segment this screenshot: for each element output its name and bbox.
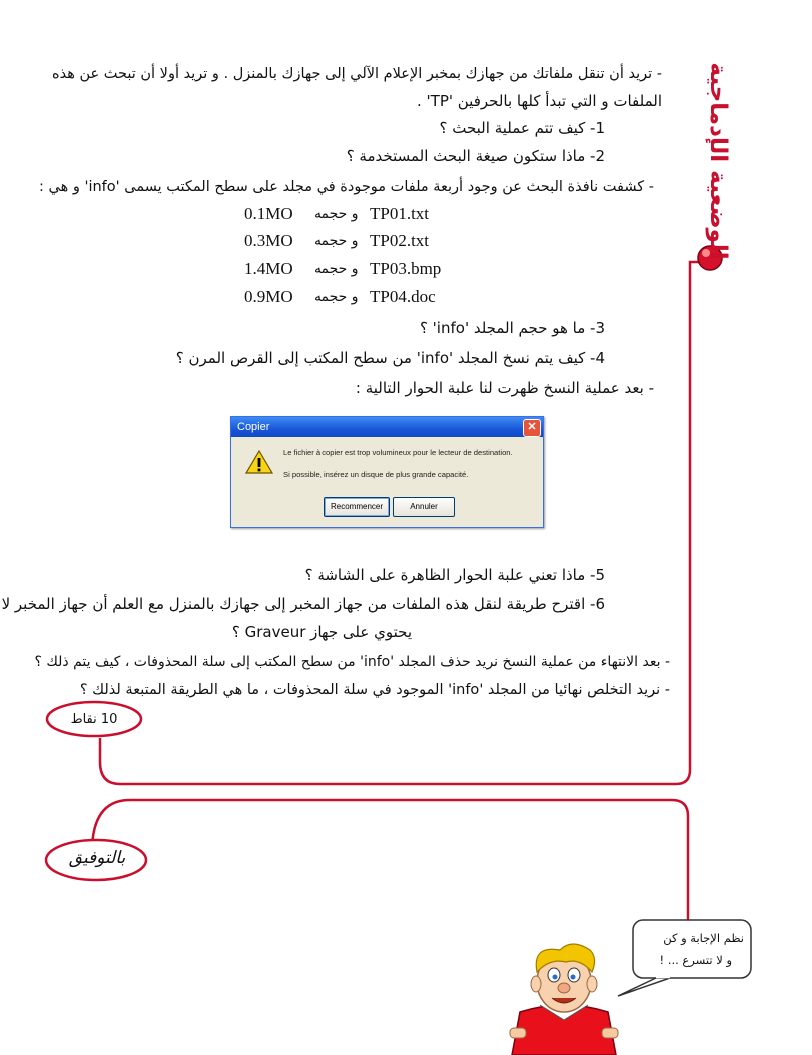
points-badge: 10 نقاط bbox=[70, 712, 118, 727]
file-size: 0.3MO bbox=[244, 231, 293, 250]
question-1: 1- كيف تتم عملية البحث ؟ bbox=[439, 119, 605, 137]
dialog-message-2: Si possible, insérez un disque de plus grande capacité. bbox=[283, 470, 469, 479]
question-3: 3- ما هو حجم المجلد 'info' ؟ bbox=[419, 319, 605, 337]
dialog-title: Copier bbox=[237, 421, 270, 433]
file-size-label: و حجمه bbox=[314, 206, 359, 222]
file-size-label: و حجمه bbox=[314, 261, 359, 277]
file-size: 0.9MO bbox=[244, 287, 293, 306]
question-6-continued: يحتوي على جهاز Graveur ؟ bbox=[231, 623, 412, 641]
file-row bbox=[230, 204, 460, 228]
file-name: TP04.doc bbox=[370, 287, 436, 306]
file-row bbox=[230, 287, 460, 311]
file-size: 1.4MO bbox=[244, 259, 293, 278]
speech-bubble-box bbox=[633, 920, 751, 978]
file-row bbox=[230, 259, 460, 283]
question-4: 4- كيف يتم نسخ المجلد 'info' من سطح المكتب إلى القرص المرن ؟ bbox=[175, 349, 605, 367]
side-title bbox=[700, 62, 736, 260]
speech-bubble-line-2: و لا تتسرع ... ! bbox=[659, 953, 732, 967]
file-size-label: و حجمه bbox=[314, 233, 359, 249]
search-result-text: - كشفت نافذة البحث عن وجود أربعة ملفات موجودة في مجلد على سطح المكتب يسمى 'info' و هي : bbox=[39, 179, 654, 195]
side-title-text: الوضعية الإدماجية bbox=[705, 62, 731, 260]
dialog-intro-text: - بعد عملية النسخ ظهرت لنا علبة الحوار التالية : bbox=[355, 379, 654, 397]
empty-bin-question: - نريد التخلص نهائيا من المجلد 'info' الموجود في سلة المحذوفات ، ما هي الطريقة المتبعة لذلك ؟ bbox=[79, 682, 670, 698]
annuler-button[interactable]: Annuler bbox=[393, 497, 455, 517]
frame-line-bottom bbox=[92, 800, 688, 958]
dialog-title-bar bbox=[231, 417, 543, 437]
file-size-label: و حجمه bbox=[314, 289, 359, 305]
question-6: 6- اقترح طريقة لنقل هذه الملفات من جهاز المخبر إلى جهازك بالمنزل مع العلم أن جهاز المخبر لا bbox=[1, 595, 605, 613]
file-name: TP03.bmp bbox=[370, 259, 442, 278]
question-2: 2- ماذا ستكون صيغة البحث المستخدمة ؟ bbox=[346, 147, 605, 165]
intro-line-2: الملفات و التي تبدأ كلها بالحرفين 'TP' . bbox=[416, 92, 662, 110]
file-name: TP02.txt bbox=[370, 231, 430, 250]
file-list bbox=[230, 204, 460, 314]
dialog-close-button[interactable]: ✕ bbox=[523, 419, 541, 437]
cartoon-boy-icon bbox=[510, 944, 618, 1055]
recommencer-button[interactable]: Recommencer bbox=[324, 497, 390, 517]
speech-bubble-line-1: نظم الإجابة و كن bbox=[663, 931, 744, 945]
warning-icon bbox=[245, 449, 273, 475]
intro-line-1: - تريد أن تنقل ملفاتك من جهازك بمخبر الإعلام الآلي إلى جهازك بالمنزل . و تريد أولا أن تبحث عن هذه bbox=[52, 66, 662, 82]
file-row bbox=[230, 231, 460, 255]
dialog-message-1: Le fichier à copier est trop volumineux pour le lecteur de destination. bbox=[283, 448, 513, 457]
good-luck-text: بالتوفيق bbox=[68, 848, 126, 868]
delete-question: - بعد الانتهاء من عملية النسخ نريد حذف المجلد 'info' من سطح المكتب إلى سلة المحذوفات ، كيف يتم ذلك ؟ bbox=[34, 654, 670, 670]
question-5: 5- ماذا تعني علبة الحوار الظاهرة على الشاشة ؟ bbox=[304, 566, 605, 584]
file-name: TP01.txt bbox=[370, 204, 430, 223]
file-size: 0.1MO bbox=[244, 204, 293, 223]
copy-error-dialog bbox=[230, 416, 544, 528]
